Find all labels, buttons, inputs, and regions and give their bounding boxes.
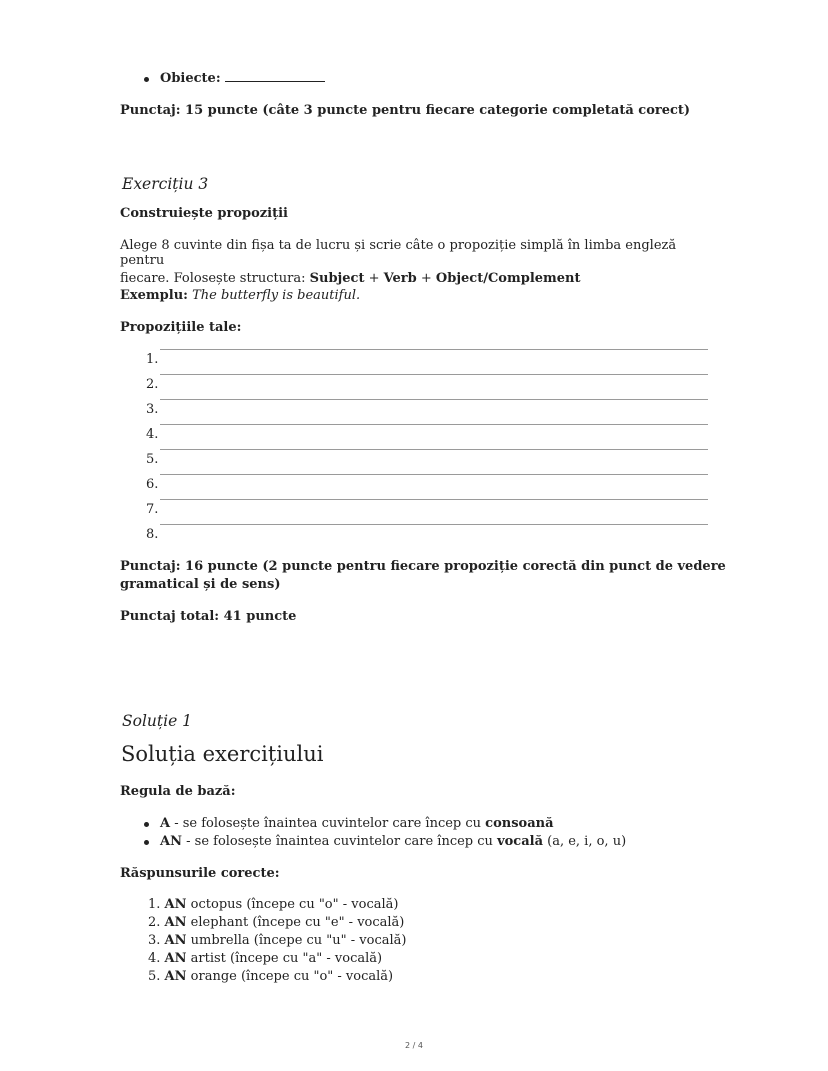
- writing-line[interactable]: [160, 474, 708, 475]
- instruction-line-2: [120, 271, 720, 286]
- answer-number: 5.: [148, 969, 161, 984]
- score-exercise-3: [120, 558, 740, 594]
- total-score: Punctaj total: 41 puncte: [120, 609, 297, 624]
- line-number: 6.: [146, 477, 159, 492]
- score-line-1: Punctaj: 16 puncte (2 puncte pentru fiecare propoziție corectă din punct de vedere: [120, 559, 726, 574]
- answer-text: umbrella (începe cu "u" - vocală): [186, 933, 407, 948]
- example-line: [120, 288, 360, 303]
- answer-text: elephant (începe cu "e" - vocală): [186, 915, 405, 930]
- writing-line[interactable]: [160, 399, 708, 400]
- rule-a-key: A: [160, 816, 171, 831]
- line-number: 3.: [146, 402, 159, 417]
- answer-number: 1.: [148, 897, 161, 912]
- structure-plus: +: [364, 271, 384, 286]
- example-text: The butterfly is beautiful.: [192, 288, 361, 303]
- rule-an-item: [160, 834, 626, 849]
- bullet-dot: [144, 840, 149, 845]
- bullet-dot: [144, 822, 149, 827]
- rule-an-tail: (a, e, i, o, u): [543, 834, 627, 849]
- answer-text: artist (începe cu "a" - vocală): [186, 951, 383, 966]
- answer-item: [148, 969, 393, 984]
- rule-an-key: AN: [160, 834, 182, 849]
- objects-list-item: [160, 71, 325, 86]
- answer-article: AN: [164, 915, 187, 930]
- answer-item: [148, 897, 398, 912]
- line-number: 4.: [146, 427, 159, 442]
- writing-line[interactable]: [160, 424, 708, 425]
- rule-a-item: [160, 816, 554, 831]
- example-label: Exemplu:: [120, 288, 188, 303]
- writing-line[interactable]: [160, 499, 708, 500]
- your-sentences-label: Propozițiile tale:: [120, 320, 242, 335]
- score-line-2: gramatical și de sens): [120, 577, 281, 592]
- answer-article: AN: [164, 969, 187, 984]
- rule-an-bold: vocală: [497, 834, 543, 849]
- solution-1-heading: Soluție 1: [122, 712, 193, 730]
- basic-rule-label: Regula de bază:: [120, 784, 236, 799]
- instruction-text: fiecare. Folosește structura:: [120, 271, 310, 286]
- answer-number: 3.: [148, 933, 161, 948]
- exercise-3-heading: Exercițiu 3: [122, 175, 209, 193]
- line-number: 2.: [146, 377, 159, 392]
- writing-line[interactable]: [160, 374, 708, 375]
- answer-item: [148, 915, 404, 930]
- instruction-line-1: Alege 8 cuvinte din fișa ta de lucru și scrie câte o propoziție simplă în limba engleză pentru: [120, 238, 677, 268]
- line-number: 7.: [146, 502, 159, 517]
- answer-item: [148, 933, 406, 948]
- answer-number: 2.: [148, 915, 161, 930]
- line-number: 8.: [146, 527, 159, 542]
- line-number: 5.: [146, 452, 159, 467]
- answer-text: orange (începe cu "o" - vocală): [186, 969, 394, 984]
- writing-line[interactable]: [160, 524, 708, 525]
- writing-line[interactable]: [160, 449, 708, 450]
- rule-a-text: - se folosește înaintea cuvintelor care încep cu: [170, 816, 486, 831]
- rule-an-text: - se folosește înaintea cuvintelor care încep cu: [181, 834, 498, 849]
- objects-blank[interactable]: [225, 71, 325, 82]
- writing-line[interactable]: [160, 349, 708, 350]
- exercise-3-instruction: [120, 238, 720, 286]
- answer-text: octopus (începe cu "o" - vocală): [186, 897, 399, 912]
- structure-subject: Subject: [309, 271, 365, 286]
- bullet-dot: [144, 77, 149, 82]
- answer-article: AN: [164, 933, 187, 948]
- objects-label: Obiecte:: [160, 71, 221, 86]
- page-number: 2 / 4: [405, 1041, 423, 1050]
- rule-a-bold: consoană: [485, 816, 554, 831]
- line-number: 1.: [146, 352, 159, 367]
- score-exercise-2: Punctaj: 15 puncte (câte 3 puncte pentru fiecare categorie completată corect): [120, 103, 691, 118]
- exercise-3-subtitle: Construiește propoziții: [120, 206, 288, 221]
- answer-number: 4.: [148, 951, 161, 966]
- answer-article: AN: [164, 897, 187, 912]
- answer-item: [148, 951, 382, 966]
- solution-title: Soluția exercițiului: [121, 742, 324, 766]
- structure-plus: +: [416, 271, 436, 286]
- structure-object: Object/Complement: [435, 271, 581, 286]
- structure-verb: Verb: [383, 271, 417, 286]
- answers-label: Răspunsurile corecte:: [120, 866, 280, 881]
- answer-article: AN: [164, 951, 187, 966]
